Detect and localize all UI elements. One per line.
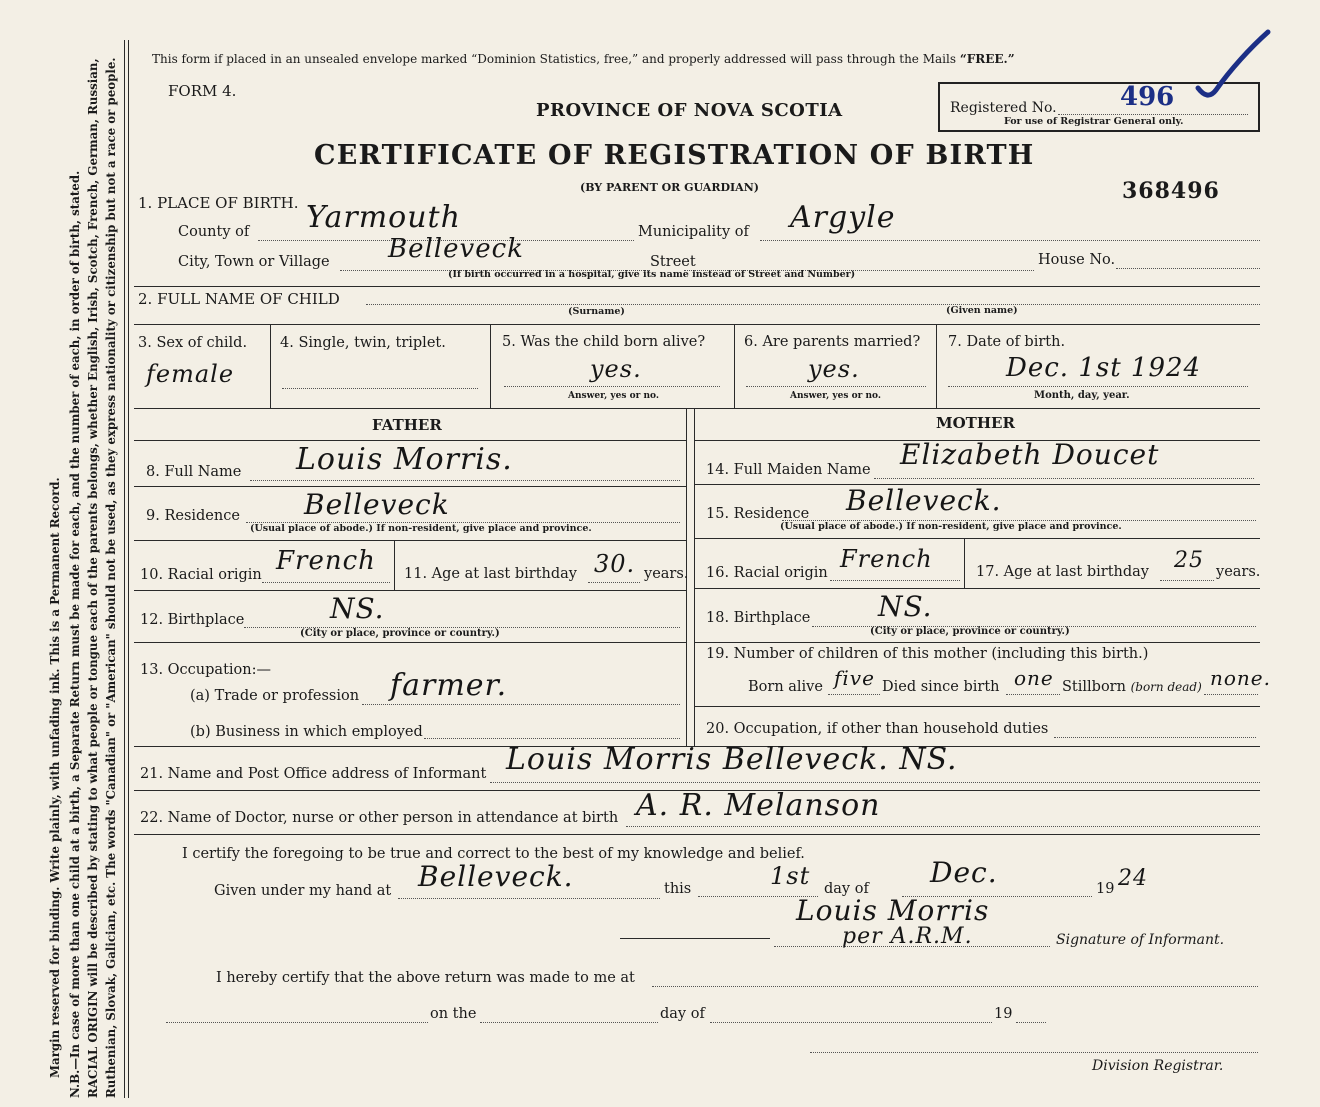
parents-divider-inner (694, 408, 695, 746)
province-heading: PROVINCE OF NOVA SCOTIA (536, 100, 843, 121)
margin-note-binding: Margin reserved for binding. Write plainly, with unfading ink. This is a Permanent Record. (48, 477, 62, 1078)
born-alive-count-value: five (834, 666, 875, 690)
father-business-line (424, 738, 680, 739)
father-trade-value: farmer. (390, 668, 508, 703)
born-alive-count-line (828, 694, 880, 695)
form-number: FORM 4. (168, 82, 237, 100)
date-of-birth-value: Dec. 1st 1924 (1006, 353, 1202, 383)
doctor-line (626, 826, 1260, 827)
parents-married-note: Answer, yes or no. (790, 391, 881, 401)
father-age-unit: years. (644, 566, 689, 582)
date-of-birth-line (948, 386, 1248, 387)
signature-line (774, 946, 1050, 947)
father-birthplace-note: (City or place, province or country.) (300, 628, 500, 639)
father-age-label: 11. Age at last birthday (404, 566, 577, 582)
return-place-line (652, 986, 1258, 987)
doctor-value: A. R. Melanson (636, 788, 881, 823)
informant-value: Louis Morris Belleveck. NS. (506, 742, 958, 777)
return-month-line (710, 1022, 992, 1023)
father-name-value: Louis Morris. (296, 442, 513, 477)
this-label: this (664, 881, 692, 897)
column-divider (964, 538, 965, 588)
mail-notice: This form if placed in an unsealed envelope marked “Dominion Statistics, free,” and properly addressed will pass through the Mails “FREE.” (152, 52, 1015, 66)
mother-age-line (1160, 580, 1214, 581)
informant-signature-per: per A.R.M. (842, 924, 973, 949)
section-divider (134, 408, 1260, 409)
died-since-birth-value: one (1014, 666, 1054, 690)
signature-label: Signature of Informant. (1056, 932, 1225, 948)
mother-birthplace-label: 18. Birthplace (706, 610, 811, 626)
mother-children-label: 19. Number of children of this mother (including this birth.) (706, 646, 1149, 662)
column-divider (394, 540, 395, 590)
mother-heading: MOTHER (936, 414, 1015, 432)
column-divider (936, 324, 937, 408)
mother-occupation-line (1054, 737, 1256, 738)
row-divider (694, 588, 1260, 589)
plurality-line (282, 388, 478, 389)
father-occupation-label: 13. Occupation:— (140, 662, 271, 678)
registered-value: 496 (1120, 82, 1175, 112)
form-title: CERTIFICATE OF REGISTRATION OF BIRTH (314, 140, 1035, 171)
father-birthplace-label: 12. Birthplace (140, 612, 245, 628)
given-name-note: (Given name) (946, 305, 1018, 316)
return-day-of-label: day of (660, 1006, 705, 1022)
mother-birthplace-value: NS. (878, 590, 933, 623)
father-age-line (588, 582, 640, 583)
column-divider (734, 324, 735, 408)
year-prefix: 19 (1096, 881, 1115, 897)
row-divider (694, 642, 1260, 643)
section-divider (134, 286, 1260, 287)
mother-name-label: 14. Full Maiden Name (706, 462, 871, 478)
stillborn-value: none. (1210, 666, 1271, 690)
sex-label: 3. Sex of child. (138, 335, 248, 351)
signature-rule (620, 938, 770, 939)
father-name-label: 8. Full Name (146, 464, 242, 480)
county-label: County of (178, 224, 250, 240)
parents-married-value: yes. (808, 355, 860, 383)
return-day-line (480, 1022, 658, 1023)
day-of-label: day of (824, 881, 869, 897)
certify-statement: I certify the foregoing to be true and correct to the best of my knowledge and belief. (182, 846, 805, 862)
form-subtitle: (BY PARENT OR GUARDIAN) (580, 181, 759, 194)
father-residence-value: Belleveck (304, 488, 450, 521)
mother-age-unit: years. (1216, 564, 1261, 580)
mother-residence-value: Belleveck. (846, 484, 1002, 517)
row-divider (134, 486, 686, 487)
division-registrar-label: Division Registrar. (1092, 1058, 1224, 1074)
child-name-line (366, 304, 1260, 305)
row-divider (134, 642, 686, 643)
informant-label: 21. Name and Post Office address of Informant (140, 766, 487, 782)
column-divider (270, 324, 271, 408)
mother-racial-label: 16. Racial origin (706, 565, 828, 581)
month-value: Dec. (930, 856, 998, 889)
surname-note: (Surname) (568, 306, 625, 317)
mother-racial-value: French (840, 545, 933, 573)
day-value: 1st (770, 862, 811, 890)
city-label: City, Town or Village (178, 254, 330, 270)
child-name-label: 2. FULL NAME OF CHILD (138, 290, 340, 308)
stillborn-line (1204, 694, 1258, 695)
father-heading: FATHER (372, 416, 442, 434)
city-value: Belleveck (388, 234, 524, 264)
row-divider (694, 538, 1260, 539)
street-label: Street (650, 254, 696, 270)
municipality-label: Municipality of (638, 224, 749, 240)
date-of-birth-note: Month, day, year. (1034, 390, 1130, 401)
registrar-note: For use of Registrar General only. (1004, 116, 1184, 127)
parents-married-label: 6. Are parents married? (744, 334, 921, 350)
row-divider (134, 590, 686, 591)
mother-age-value: 25 (1174, 548, 1204, 573)
sex-value: female (146, 360, 235, 388)
father-name-line (250, 480, 680, 481)
mother-occupation-label: 20. Occupation, if other than household duties (706, 721, 1049, 737)
given-place-value: Belleveck. (418, 860, 574, 893)
parents-married-line (746, 386, 926, 387)
section-divider (134, 834, 1260, 835)
house-line (1116, 268, 1260, 269)
registrar-pen-check-icon (1190, 26, 1280, 106)
born-alive-line (504, 386, 720, 387)
stillborn-label: Stillborn (born dead) (1062, 679, 1202, 695)
county-value: Yarmouth (306, 200, 461, 235)
row-divider (694, 706, 1260, 707)
mother-age-label: 17. Age at last birthday (976, 564, 1149, 580)
born-alive-label: 5. Was the child born alive? (502, 334, 706, 350)
father-age-value: 30. (594, 550, 636, 578)
row-divider (134, 440, 686, 441)
municipality-value: Argyle (790, 200, 896, 235)
place-of-birth-label: 1. PLACE OF BIRTH. (138, 194, 299, 212)
margin-note-nb: N.B.—In case of more than one child at a birth, a Separate Return must be made for each, and the number of each, in order of birth, stated. (68, 170, 82, 1098)
born-alive-count-label: Born alive (748, 679, 823, 695)
father-trade-label: (a) Trade or profession (190, 688, 360, 704)
father-racial-label: 10. Racial origin (140, 567, 262, 583)
mother-racial-line (830, 580, 960, 581)
registered-label: Registered No. (950, 100, 1057, 116)
given-place-line (398, 898, 660, 899)
given-under-hand-label: Given under my hand at (214, 883, 392, 899)
born-alive-value: yes. (590, 355, 642, 383)
row-divider (134, 540, 686, 541)
margin-note-racial-origin-cont: Ruthenian, Slovak, Galician, etc. The words "Canadian" or "American" should not be used, as they express nationality or citizenship but not a race or people. (104, 57, 118, 1098)
mother-name-line (874, 478, 1254, 479)
doctor-label: 22. Name of Doctor, nurse or other person in attendance at birth (140, 810, 619, 826)
mother-residence-label: 15. Residence (706, 506, 810, 522)
margin-note-racial-origin: RACIAL ORIGIN will be described by stating to what people or tongue each of the parents belongs, whether English, Irish, Scotch, French, German, Russian, (86, 58, 100, 1098)
on-the-label: on the (430, 1006, 477, 1022)
municipality-line (760, 240, 1260, 241)
father-racial-value: French (276, 546, 376, 576)
date-of-birth-label: 7. Date of birth. (948, 334, 1066, 350)
father-racial-line (262, 582, 390, 583)
section-divider (134, 324, 1260, 325)
father-birthplace-value: NS. (330, 592, 385, 625)
year-value: 24 (1118, 866, 1148, 891)
born-alive-note: Answer, yes or no. (568, 391, 659, 401)
house-label: House No. (1038, 252, 1116, 268)
return-year-line (1016, 1022, 1046, 1023)
father-residence-note: (Usual place of abode.) If non-resident, give place and province. (250, 523, 592, 534)
plurality-label: 4. Single, twin, triplet. (280, 335, 446, 351)
mother-residence-note: (Usual place of abode.) If non-resident, give place and province. (780, 521, 1122, 532)
return-on-line (166, 1022, 428, 1023)
informant-signature: Louis Morris (796, 894, 990, 927)
informant-line (490, 782, 1260, 783)
column-divider (490, 324, 491, 408)
return-year-label: 19 (994, 1006, 1013, 1022)
serial-number: 368496 (1122, 178, 1220, 204)
father-trade-line (362, 704, 680, 705)
died-since-birth-line (1006, 694, 1060, 695)
father-residence-label: 9. Residence (146, 508, 240, 524)
binding-line-inner (128, 40, 129, 1098)
return-statement: I hereby certify that the above return was made to me at (216, 970, 635, 986)
registered-dots (1058, 114, 1248, 115)
mother-birthplace-note: (City or place, province or country.) (870, 626, 1070, 637)
division-registrar-line (810, 1052, 1258, 1053)
hospital-note: (If birth occurred in a hospital, give its name instead of Street and Number) (448, 269, 856, 280)
died-since-birth-label: Died since birth (882, 679, 1000, 695)
binding-line (124, 40, 125, 1098)
mother-name-value: Elizabeth Doucet (900, 438, 1160, 471)
father-business-label: (b) Business in which employed (190, 724, 423, 740)
